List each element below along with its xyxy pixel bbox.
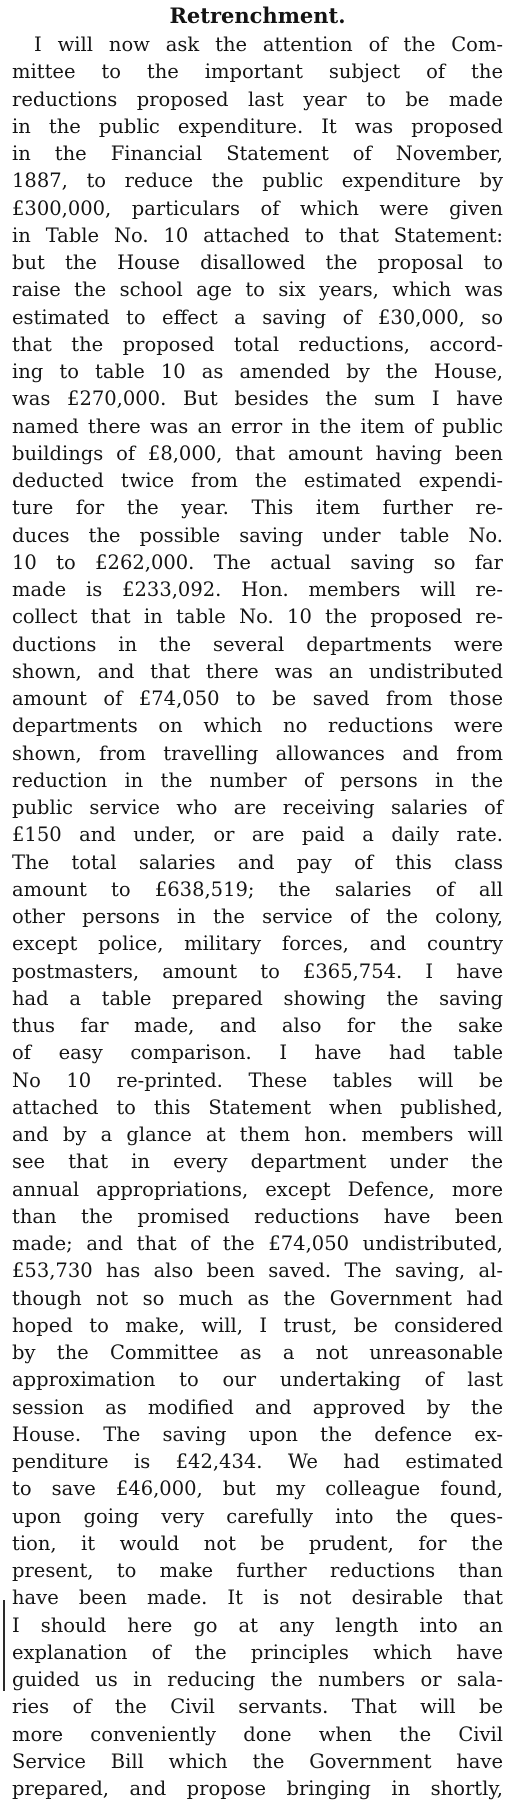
text-line: I should here go at any length into an [12, 1613, 503, 1637]
text-line: ing to table 10 as amended by the House, [12, 360, 503, 383]
text-line: postmasters, amount to £365,754. I have [12, 959, 503, 983]
text-line: amount to £638,519; the salaries of all [12, 877, 503, 901]
text-line: to save £46,000, but my colleague found, [12, 1477, 503, 1501]
text-line: thus far made, and also for the sake [12, 1014, 503, 1037]
text-line: explanation of the principles which have [12, 1640, 503, 1664]
text-line: House. The saving upon the defence ex- [12, 1422, 503, 1446]
column-rule [3, 1600, 5, 1691]
text-line: annual appropriations, except Defence, more [12, 1177, 503, 1201]
text-line: ductions in the several departments were [12, 632, 503, 656]
text-line: and by a glance at them hon. members will [12, 1123, 503, 1146]
text-line: other persons in the service of the colony, [12, 905, 503, 928]
text-line: see that in every department under the [12, 1150, 503, 1174]
text-line: raise the school age to six years, which was [12, 278, 503, 302]
text-line: in the public expenditure. It was proposed [12, 114, 503, 138]
text-line: buildings of £8,000, that amount having been [12, 441, 503, 465]
text-line: £53,730 has also been saved. The saving, al- [12, 1259, 503, 1283]
text-line: mittee to the important subject of the [12, 60, 503, 84]
text-line: of easy comparison. I have had table [12, 1041, 503, 1065]
article-heading: Retrenchment. [169, 3, 346, 28]
text-line: estimated to effect a saving of £30,000, so [12, 305, 503, 329]
text-line: Service Bill which the Government have [12, 1749, 503, 1773]
text-line: No 10 re-printed. These tables will be [12, 1068, 503, 1092]
text-line: named there was an error in the item of public [12, 414, 503, 438]
text-line: except police, military forces, and country [12, 932, 503, 956]
text-line: tion, it would not be prudent, for the [12, 1531, 503, 1555]
text-line: penditure is £42,434. We had estimated [12, 1450, 503, 1473]
text-line: collect that in table No. 10 the proposed re- [12, 605, 503, 629]
text-line: by the Committee as a not unreasonable [12, 1341, 503, 1364]
text-line: but the House disallowed the proposal to [12, 251, 503, 274]
text-line: shown, from travelling allowances and from [12, 741, 503, 765]
text-line: than the promised reductions have been [12, 1204, 503, 1228]
text-line: was £270,000. But besides the sum I have [12, 387, 503, 411]
text-line: The total salaries and pay of this class [12, 850, 503, 874]
text-line: session as modified and approved by the [12, 1395, 503, 1419]
text-line: prepared, and propose bringing in shortly, [12, 1777, 503, 1800]
text-line: approximation to our undertaking of last [12, 1368, 503, 1392]
text-line: present, to make further reductions than [12, 1559, 503, 1582]
text-line: made is £233,092. Hon. members will re- [12, 578, 503, 601]
text-line: though not so much as the Government had [12, 1286, 503, 1310]
text-line: had a table prepared showing the saving [12, 986, 503, 1010]
text-line: ture for the year. This item further re- [12, 496, 503, 520]
text-line: in the Financial Statement of November, [12, 142, 503, 165]
text-line: I will now ask the attention of the Com- [34, 33, 503, 56]
text-line: departments on which no reductions were [12, 714, 503, 738]
text-line: 10 to £262,000. The actual saving so far [12, 550, 503, 574]
text-line: guided us in reducing the numbers or sala- [12, 1668, 503, 1691]
text-line: upon going very carefully into the ques- [12, 1504, 503, 1528]
text-line: made; and that of the £74,050 undistributed, [12, 1232, 503, 1255]
text-line: attached to this Statement when published, [12, 1095, 503, 1119]
text-line: ries of the Civil servants. That will be [12, 1695, 503, 1719]
text-line: have been made. It is not desirable that [12, 1586, 503, 1610]
text-line: deducted twice from the estimated expendi- [12, 469, 503, 492]
text-line: that the proposed total reductions, accord- [12, 332, 503, 356]
text-line: more conveniently done when the Civil [12, 1722, 503, 1746]
text-line: shown, and that there was an undistributed [12, 659, 503, 683]
text-line: public service who are receiving salaries of [12, 796, 503, 819]
text-line: reduction in the number of persons in the [12, 768, 503, 792]
text-line: 1887, to reduce the public expenditure by [12, 169, 503, 193]
text-line: amount of £74,050 to be saved from those [12, 687, 503, 710]
article-body [12, 31, 503, 1802]
text-line: £300,000, particulars of which were given [12, 196, 503, 220]
text-line: reductions proposed last year to be made [12, 87, 503, 111]
text-line: in Table No. 10 attached to that Statement: [12, 223, 503, 247]
text-line: duces the possible saving under table No. [12, 523, 503, 547]
text-line: £150 and under, or are paid a daily rate. [12, 823, 503, 847]
text-line: hoped to make, will, I trust, be considered [12, 1313, 503, 1337]
